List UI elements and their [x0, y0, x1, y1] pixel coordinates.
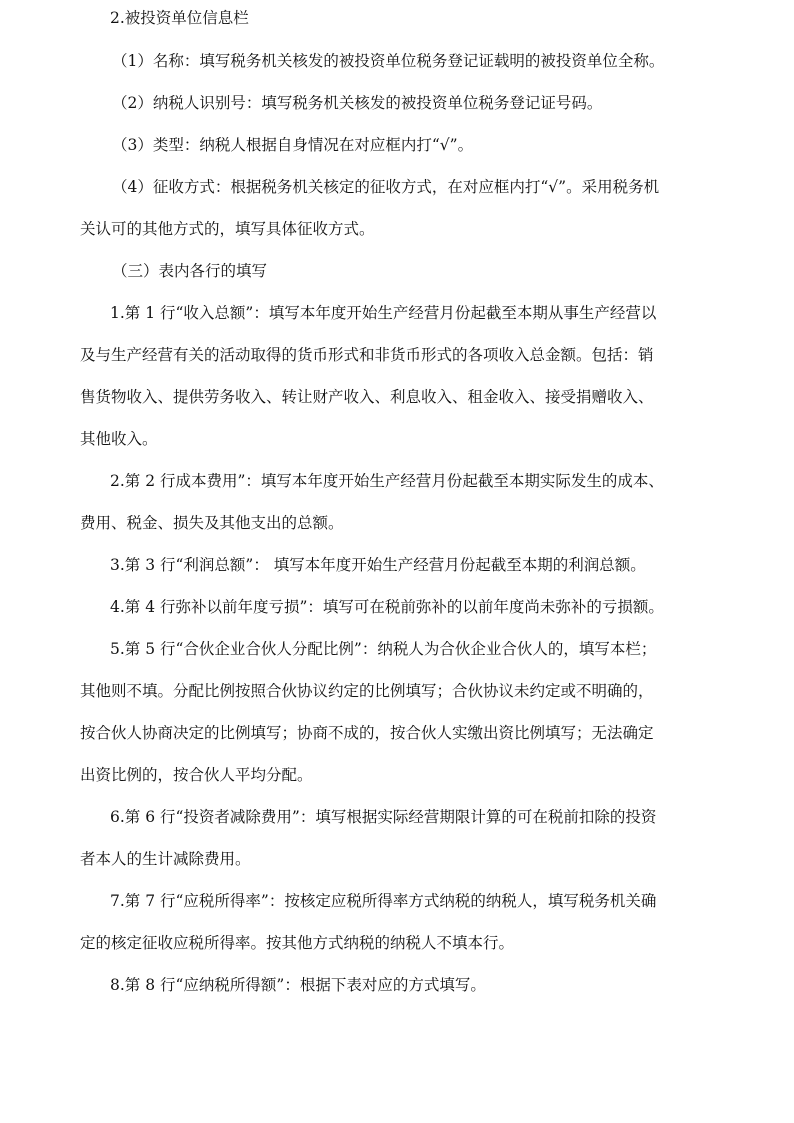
row-4-line-1: 4.第 4 行弥补以前年度亏损”：填写可在税前弥补的以前年度尚未弥补的亏损额。 [110, 598, 664, 616]
row-3-line-1: 3.第 3 行“利润总额”： 填写本年度开始生产经营月份起截至本期的利润总额。 [110, 556, 646, 574]
row-2-line-1: 2.第 2 行成本费用”：填写本年度开始生产经营月份起截至本期实际发生的成本、 [110, 472, 664, 490]
row-5-line-3: 按合伙人协商决定的比例填写；协商不成的，按合伙人实缴出资比例填写；无法确定 [80, 724, 654, 742]
row-8-line-1: 8.第 8 行“应纳税所得额”：根据下表对应的方式填写。 [110, 976, 486, 994]
row-7-line-1: 7.第 7 行“应税所得率”：按核定应税所得率方式纳税的纳税人，填写税务机关确 [110, 892, 657, 910]
item-collection-method-line-1: （4）征收方式：根据税务机关核定的征收方式，在对应框内打“√”。采用税务机 [112, 178, 660, 196]
section-2-heading: 2.被投资单位信息栏 [110, 9, 249, 27]
row-1-line-2: 及与生产经营有关的活动取得的货币形式和非货币形式的各项收入总金额。包括：销 [80, 346, 654, 364]
item-name: （1）名称：填写税务机关核发的被投资单位税务登记证载明的被投资单位全称。 [112, 52, 665, 70]
row-5-line-2: 其他则不填。分配比例按照合伙协议约定的比例填写；合伙协议未约定或不明确的， [80, 682, 654, 700]
item-type: （3）类型：纳税人根据自身情况在对应框内打“√”。 [112, 136, 474, 154]
item-taxpayer-id: （2）纳税人识别号：填写税务机关核发的被投资单位税务登记证号码。 [112, 94, 603, 112]
row-7-line-2: 定的核定征收应税所得率。按其他方式纳税的纳税人不填本行。 [80, 934, 515, 952]
row-6-line-1: 6.第 6 行“投资者减除费用”：填写根据实际经营期限计算的可在税前扣除的投资 [110, 808, 657, 826]
row-5-line-4: 出资比例的，按合伙人平均分配。 [80, 766, 313, 784]
row-1-line-1: 1.第 1 行“收入总额”：填写本年度开始生产经营月份起截至本期从事生产经营以 [110, 304, 657, 322]
section-3-heading: （三）表内各行的填写 [112, 262, 268, 280]
row-5-line-1: 5.第 5 行“合伙企业合伙人分配比例”：纳税人为合伙企业合伙人的，填写本栏； [110, 640, 657, 658]
row-2-line-2: 费用、税金、损失及其他支出的总额。 [80, 514, 344, 532]
item-collection-method-line-2: 关认可的其他方式的，填写具体征收方式。 [80, 220, 375, 238]
row-1-line-4: 其他收入。 [80, 430, 158, 448]
row-1-line-3: 售货物收入、提供劳务收入、转让财产收入、利息收入、租金收入、接受捐赠收入、 [80, 388, 654, 406]
row-6-line-2: 者本人的生计减除费用。 [80, 850, 251, 868]
